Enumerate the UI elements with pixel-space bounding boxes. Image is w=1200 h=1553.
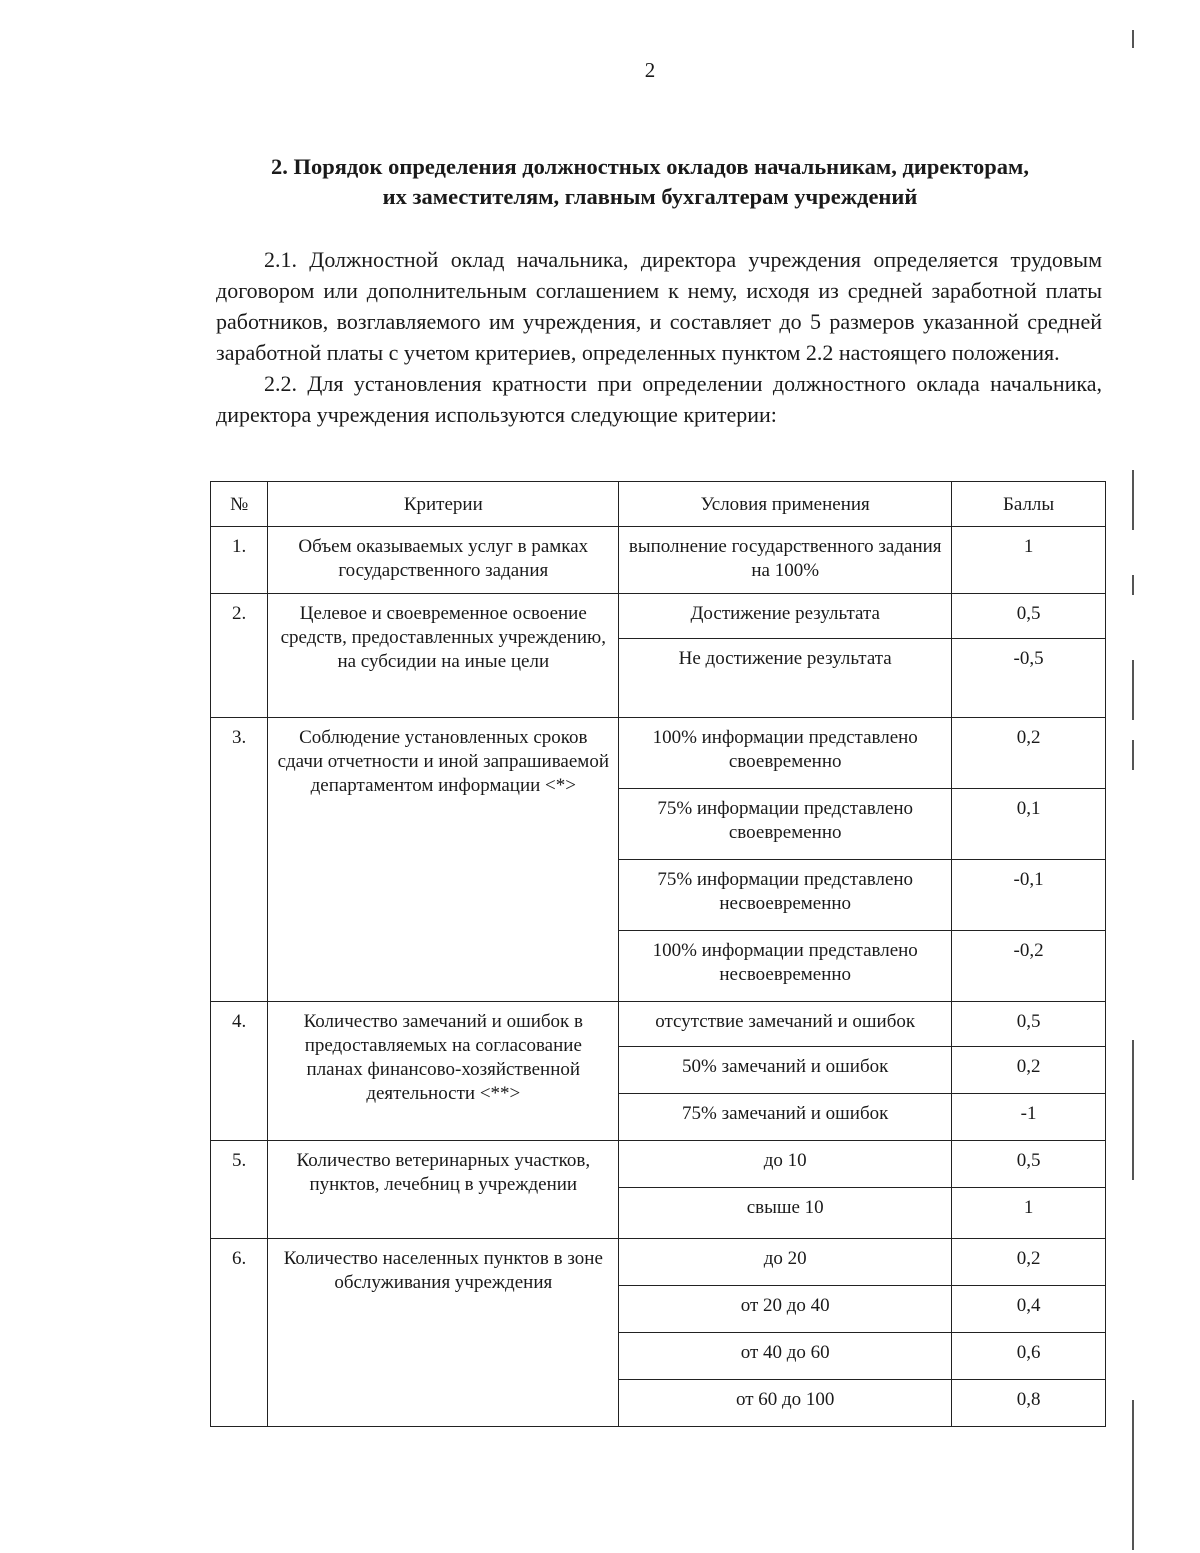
condition-cell: 75% информации представлено несвоевременно — [619, 860, 952, 931]
points-cell: 0,2 — [952, 1239, 1106, 1286]
table-row — [211, 527, 1106, 594]
condition-cell: 50% замечаний и ошибок — [619, 1047, 952, 1094]
points-cell: 1 — [952, 1188, 1106, 1239]
header-num: № — [211, 482, 268, 527]
points-cell: 0,2 — [952, 718, 1106, 789]
row-number: 5. — [211, 1141, 268, 1239]
points-cell: 0,5 — [952, 1002, 1106, 1047]
criteria-cell: Целевое и своевременное освоение средств, предоставленных учреждению, на субсидии на иные цели — [268, 594, 619, 718]
section-title-line-2: их заместителям, главным бухгалтерам учреждений — [382, 184, 918, 209]
points-cell: -1 — [952, 1094, 1106, 1141]
points-cell: 0,5 — [952, 1141, 1106, 1188]
condition-cell: от 20 до 40 — [619, 1286, 952, 1333]
condition-cell: 75% информации представлено своевременно — [619, 789, 952, 860]
condition-cell: от 60 до 100 — [619, 1380, 952, 1427]
points-cell: 0,1 — [952, 789, 1106, 860]
section-title — [205, 152, 1095, 212]
paragraph-2-1: 2.1. Должностной оклад начальника, директора учреждения определяется трудовым договором или дополнительным соглашением к нему, исходя из средней заработной платы работников, возглавляемого им учреждения, и составляет до 5 размеров указанной средней заработной платы с учетом критериев, определенных пунктом 2.2 настоящего положения. — [216, 247, 1102, 365]
table-row — [211, 1239, 1106, 1286]
criteria-table — [210, 481, 1106, 1427]
condition-cell: отсутствие замечаний и ошибок — [619, 1002, 952, 1047]
paragraph-2-2: 2.2. Для установления кратности при определении должностного оклада начальника, директора учреждения используются следующие критерии: — [216, 371, 1102, 427]
row-number: 3. — [211, 718, 268, 1002]
row-number: 4. — [211, 1002, 268, 1141]
points-cell: 0,4 — [952, 1286, 1106, 1333]
condition-cell: 75% замечаний и ошибок — [619, 1094, 952, 1141]
body-text — [216, 244, 1102, 430]
criteria-cell: Соблюдение установленных сроков сдачи отчетности и иной запрашиваемой департаментом информации <*> — [268, 718, 619, 1002]
table-header-row — [211, 482, 1106, 527]
points-cell: -0,2 — [952, 931, 1106, 1002]
row-number: 2. — [211, 594, 268, 718]
condition-cell: от 40 до 60 — [619, 1333, 952, 1380]
points-cell: 0,2 — [952, 1047, 1106, 1094]
row-number: 1. — [211, 527, 268, 594]
points-cell: 0,5 — [952, 594, 1106, 639]
points-cell: 0,6 — [952, 1333, 1106, 1380]
scan-margin-marks — [1132, 0, 1134, 1553]
condition-cell: до 10 — [619, 1141, 952, 1188]
row-number: 6. — [211, 1239, 268, 1427]
criteria-cell: Объем оказываемых услуг в рамках государственного задания — [268, 527, 619, 594]
table-body — [211, 527, 1106, 1427]
points-cell: 1 — [952, 527, 1106, 594]
section-title-line-1: 2. Порядок определения должностных окладов начальникам, директорам, — [270, 154, 1030, 179]
condition-cell: Достижение результата — [619, 594, 952, 639]
condition-cell: свыше 10 — [619, 1188, 952, 1239]
condition-cell: 100% информации представлено несвоевременно — [619, 931, 952, 1002]
condition-cell: до 20 — [619, 1239, 952, 1286]
criteria-cell: Количество замечаний и ошибок в предоставляемых на согласование планах финансово-хозяйственной деятельности <**> — [268, 1002, 619, 1141]
header-conditions: Условия применения — [619, 482, 952, 527]
points-cell: 0,8 — [952, 1380, 1106, 1427]
header-points: Баллы — [952, 482, 1106, 527]
points-cell: -0,5 — [952, 639, 1106, 718]
condition-cell: выполнение государственного задания на 100% — [619, 527, 952, 594]
criteria-cell: Количество населенных пунктов в зоне обслуживания учреждения — [268, 1239, 619, 1427]
points-cell: -0,1 — [952, 860, 1106, 931]
table-row — [211, 718, 1106, 789]
criteria-cell: Количество ветеринарных участков, пунктов, лечебниц в учреждении — [268, 1141, 619, 1239]
page-number: 2 — [644, 58, 656, 82]
table-row — [211, 594, 1106, 639]
condition-cell: 100% информации представлено своевременно — [619, 718, 952, 789]
table-row — [211, 1141, 1106, 1188]
header-criteria: Критерии — [268, 482, 619, 527]
condition-cell: Не достижение результата — [619, 639, 952, 718]
table-row — [211, 1002, 1106, 1047]
